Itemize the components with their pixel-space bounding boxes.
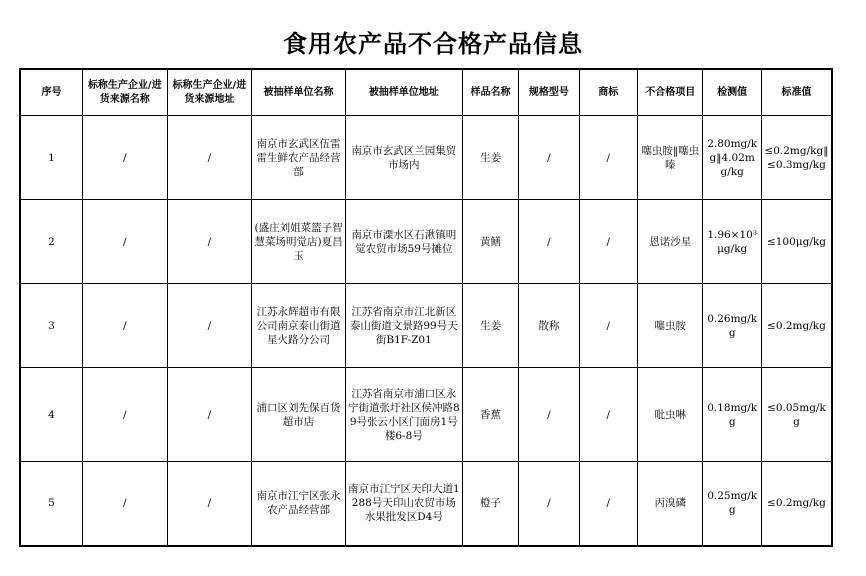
cell-producer-address: / (167, 116, 252, 200)
header-no: 序号 (20, 69, 82, 116)
header-unit-address: 被抽样单位地址 (345, 69, 462, 116)
cell-item: 噻虫胺 (638, 284, 703, 368)
header-spec: 规格型号 (519, 69, 579, 116)
cell-sample: 生姜 (462, 116, 518, 200)
cell-no: 4 (20, 368, 82, 462)
cell-standard: ≤100μg/kg (761, 200, 832, 284)
cell-measured: 0.25mg/kg (703, 462, 761, 546)
cell-brand: / (579, 284, 637, 368)
cell-standard: ≤0.2mg/kg (761, 462, 832, 546)
cell-brand: / (579, 116, 637, 200)
cell-no: 1 (20, 116, 82, 200)
header-unit-name: 被抽样单位名称 (252, 69, 346, 116)
cell-sample: 生姜 (462, 284, 518, 368)
cell-unit-name: 浦口区刘先保百货超市店 (252, 368, 346, 462)
header-brand: 商标 (579, 69, 637, 116)
cell-item: 吡虫啉 (638, 368, 703, 462)
cell-producer-name: / (82, 200, 167, 284)
cell-producer-name: / (82, 368, 167, 462)
cell-standard: ≤0.2mg/kg‖≤0.3mg/kg (761, 116, 832, 200)
cell-item: 恩诺沙星 (638, 200, 703, 284)
cell-measured: 1.96×10³μg/kg (703, 200, 761, 284)
cell-measured: 2.80mg/kg‖4.02mg/kg (703, 116, 761, 200)
table-row (20, 200, 832, 284)
cell-unit-name: (盛庄刘姐菜篮子智慧菜场明觉店)夏昌玉 (252, 200, 346, 284)
header-item: 不合格项目 (638, 69, 703, 116)
cell-unit-address: 南京市玄武区兰园集贸市场内 (345, 116, 462, 200)
cell-brand: / (579, 368, 637, 462)
cell-unit-name: 南京市玄武区伍雷雷生鲜农产品经营部 (252, 116, 346, 200)
cell-standard: ≤0.2mg/kg (761, 284, 832, 368)
header-sample: 样品名称 (462, 69, 518, 116)
header-measured: 检测值 (703, 69, 761, 116)
table-row (20, 462, 832, 546)
cell-item: 噻虫胺‖噻虫嗪 (638, 116, 703, 200)
cell-producer-address: / (167, 200, 252, 284)
cell-spec: / (519, 200, 579, 284)
cell-unit-address: 江苏省南京市江北新区泰山街道文景路99号天街B1F-Z01 (345, 284, 462, 368)
cell-standard: ≤0.05mg/kg (761, 368, 832, 462)
cell-producer-name: / (82, 116, 167, 200)
cell-sample: 橙子 (462, 462, 518, 546)
cell-producer-name: / (82, 462, 167, 546)
table-row (20, 284, 832, 368)
header-row (20, 69, 832, 116)
cell-sample: 香蕉 (462, 368, 518, 462)
cell-producer-address: / (167, 284, 252, 368)
unqualified-products-table (19, 68, 833, 547)
cell-item: 丙溴磷 (638, 462, 703, 546)
cell-spec: / (519, 116, 579, 200)
cell-spec: / (519, 368, 579, 462)
cell-unit-address: 南京市溧水区石湫镇明觉农贸市场59号摊位 (345, 200, 462, 284)
cell-producer-name: / (82, 284, 167, 368)
cell-measured: 0.26mg/kg (703, 284, 761, 368)
cell-unit-address: 江苏省南京市浦口区永宁街道张圩社区侯冲路89号张云小区门面房1号楼6-8号 (345, 368, 462, 462)
cell-brand: / (579, 462, 637, 546)
cell-unit-address: 南京市江宁区天印大道1288号天印山农贸市场水果批发区D4号 (345, 462, 462, 546)
page-title: 食用农产品不合格产品信息 (283, 30, 583, 58)
cell-measured: 0.18mg/kg (703, 368, 761, 462)
cell-unit-name: 南京市江宁区张永农产品经营部 (252, 462, 346, 546)
cell-sample: 黄鳝 (462, 200, 518, 284)
cell-no: 2 (20, 200, 82, 284)
cell-producer-address: / (167, 368, 252, 462)
table-row (20, 368, 832, 462)
cell-brand: / (579, 200, 637, 284)
cell-no: 3 (20, 284, 82, 368)
cell-unit-name: 江苏永辉超市有限公司南京泰山街道星火路分公司 (252, 284, 346, 368)
cell-spec: 散称 (519, 284, 579, 368)
table-row (20, 116, 832, 200)
cell-producer-address: / (167, 462, 252, 546)
header-standard: 标准值 (761, 69, 832, 116)
header-producer-address: 标称生产企业/进货来源地址 (167, 69, 252, 116)
cell-no: 5 (20, 462, 82, 546)
cell-spec: / (519, 462, 579, 546)
header-producer-name: 标称生产企业/进货来源名称 (82, 69, 167, 116)
